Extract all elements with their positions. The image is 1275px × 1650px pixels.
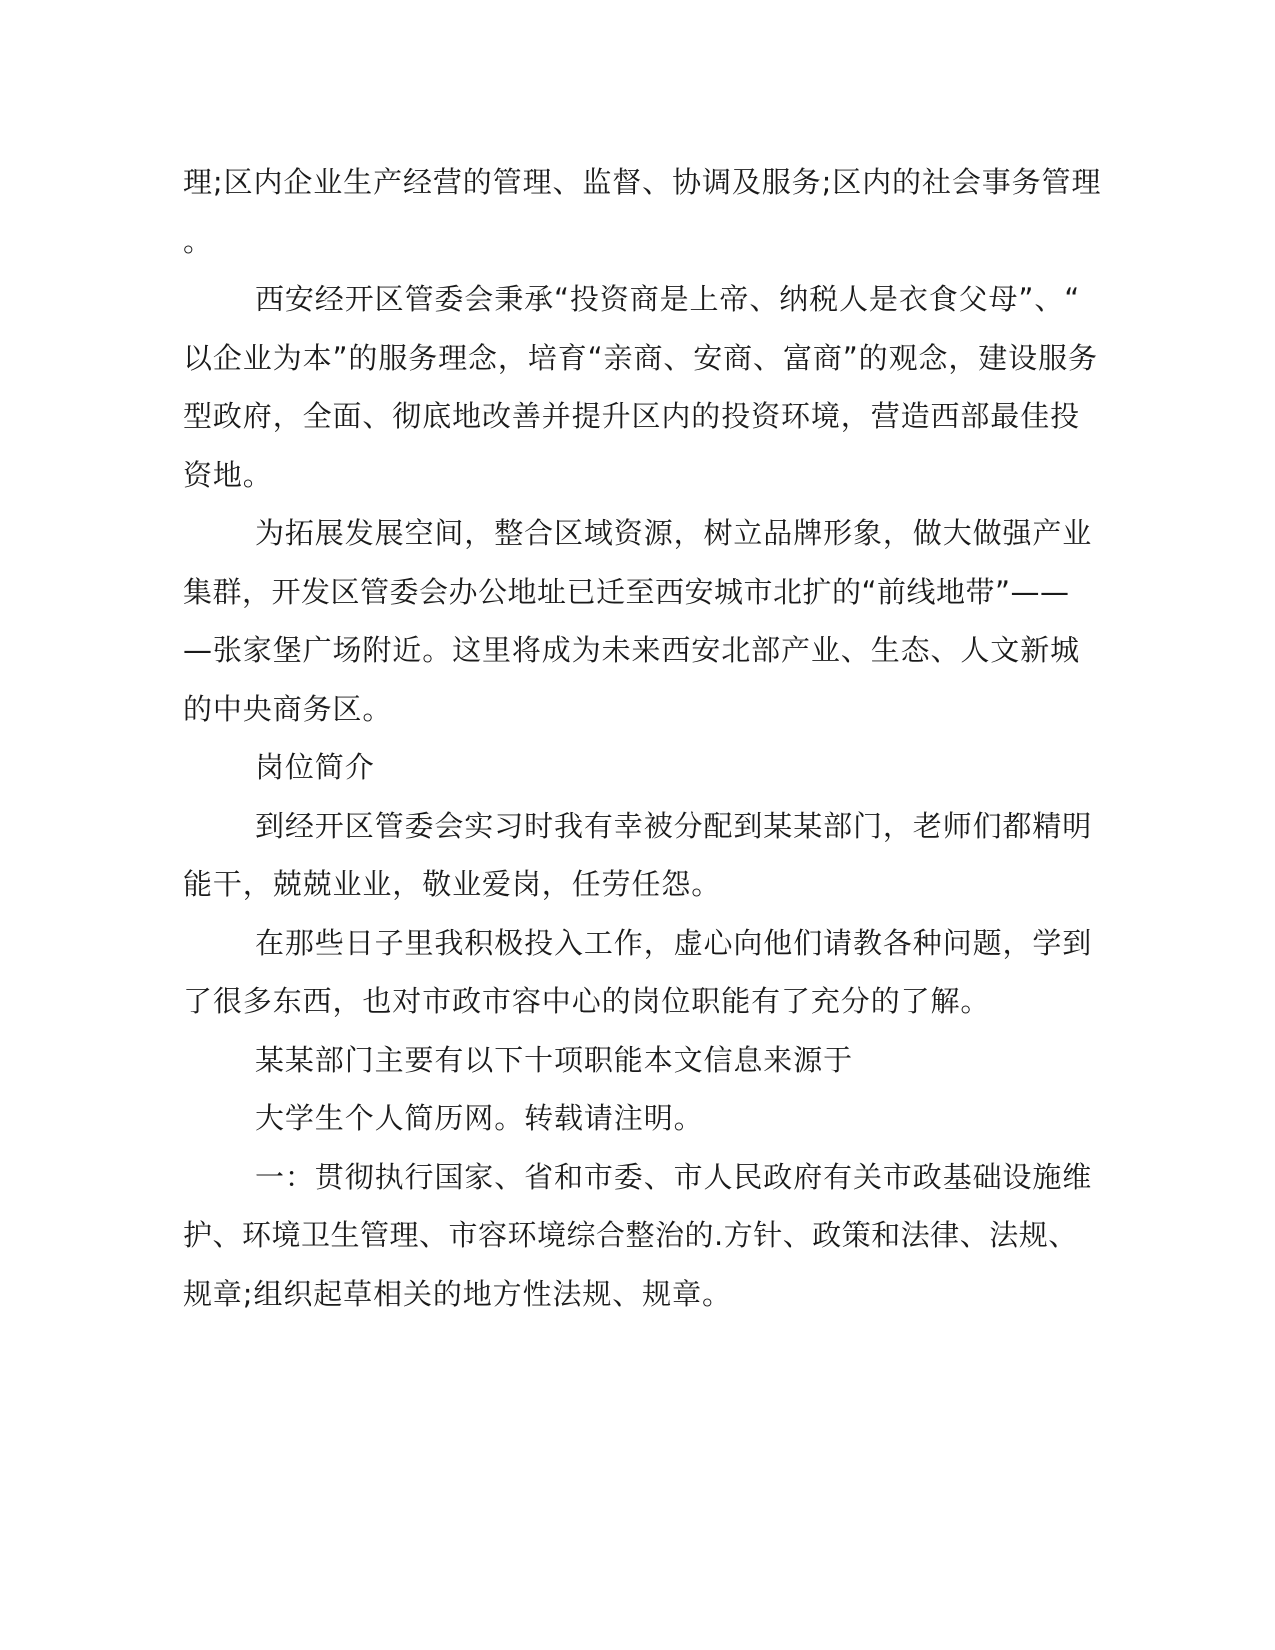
text-line: 集群，开发区管委会办公地址已迁至西安城市北扩的“前线地带”—— [183, 574, 1070, 609]
text-line: 规章;组织起草相关的地方性法规、规章。 [183, 1276, 732, 1311]
paragraph-start-line: 某某部门主要有以下十项职能本文信息来源于 [255, 1042, 854, 1077]
paragraph-start-line: 一：贯彻执行国家、省和市委、市人民政府有关市政基础设施维 [255, 1159, 1093, 1194]
paragraph-start-line: 为拓展发展空间，整合区域资源，树立品牌形象，做大做强产业 [255, 516, 1093, 550]
text-line: 理;区内企业生产经营的管理、监督、协调及服务;区内的社会事务管理 [183, 165, 1102, 199]
section-heading: 岗位简介 [255, 750, 375, 784]
paragraph-start-line: 大学生个人简历网。转载请注明。 [255, 1101, 704, 1135]
text-line: 以企业为本”的服务理念，培育“亲商、安商、富商”的观念，建设服务 [183, 340, 1098, 375]
text-line: 护、环境卫生管理、市容环境综合整治的.方针、政策和法律、法规、 [183, 1218, 1078, 1252]
text-line: —张家堡广场附近。这里将成为未来西安北部产业、生态、人文新城 [183, 633, 1081, 667]
document-body [183, 153, 1102, 1323]
paragraph-start-line: 到经开区管委会实习时我有幸被分配到某某部门，老师们都精明 [255, 808, 1093, 843]
text-line: 型政府，全面、彻底地改善并提升区内的投资环境，营造西部最佳投 [183, 399, 1081, 433]
text-line: 资地。 [183, 457, 273, 492]
paragraph-start-line: 西安经开区管委会秉承“投资商是上帝、纳税人是衣食父母”、“ [255, 282, 1081, 316]
text-line: 。 [183, 223, 213, 258]
paragraph-start-line: 在那些日子里我积极投入工作，虚心向他们请教各种问题，学到 [255, 925, 1093, 960]
text-line: 的中央商务区。 [183, 691, 393, 726]
text-line: 能干，兢兢业业，敬业爱岗，任劳任怨。 [183, 867, 722, 901]
text-line: 了很多东西，也对市政市容中心的岗位职能有了充分的了解。 [183, 984, 991, 1018]
